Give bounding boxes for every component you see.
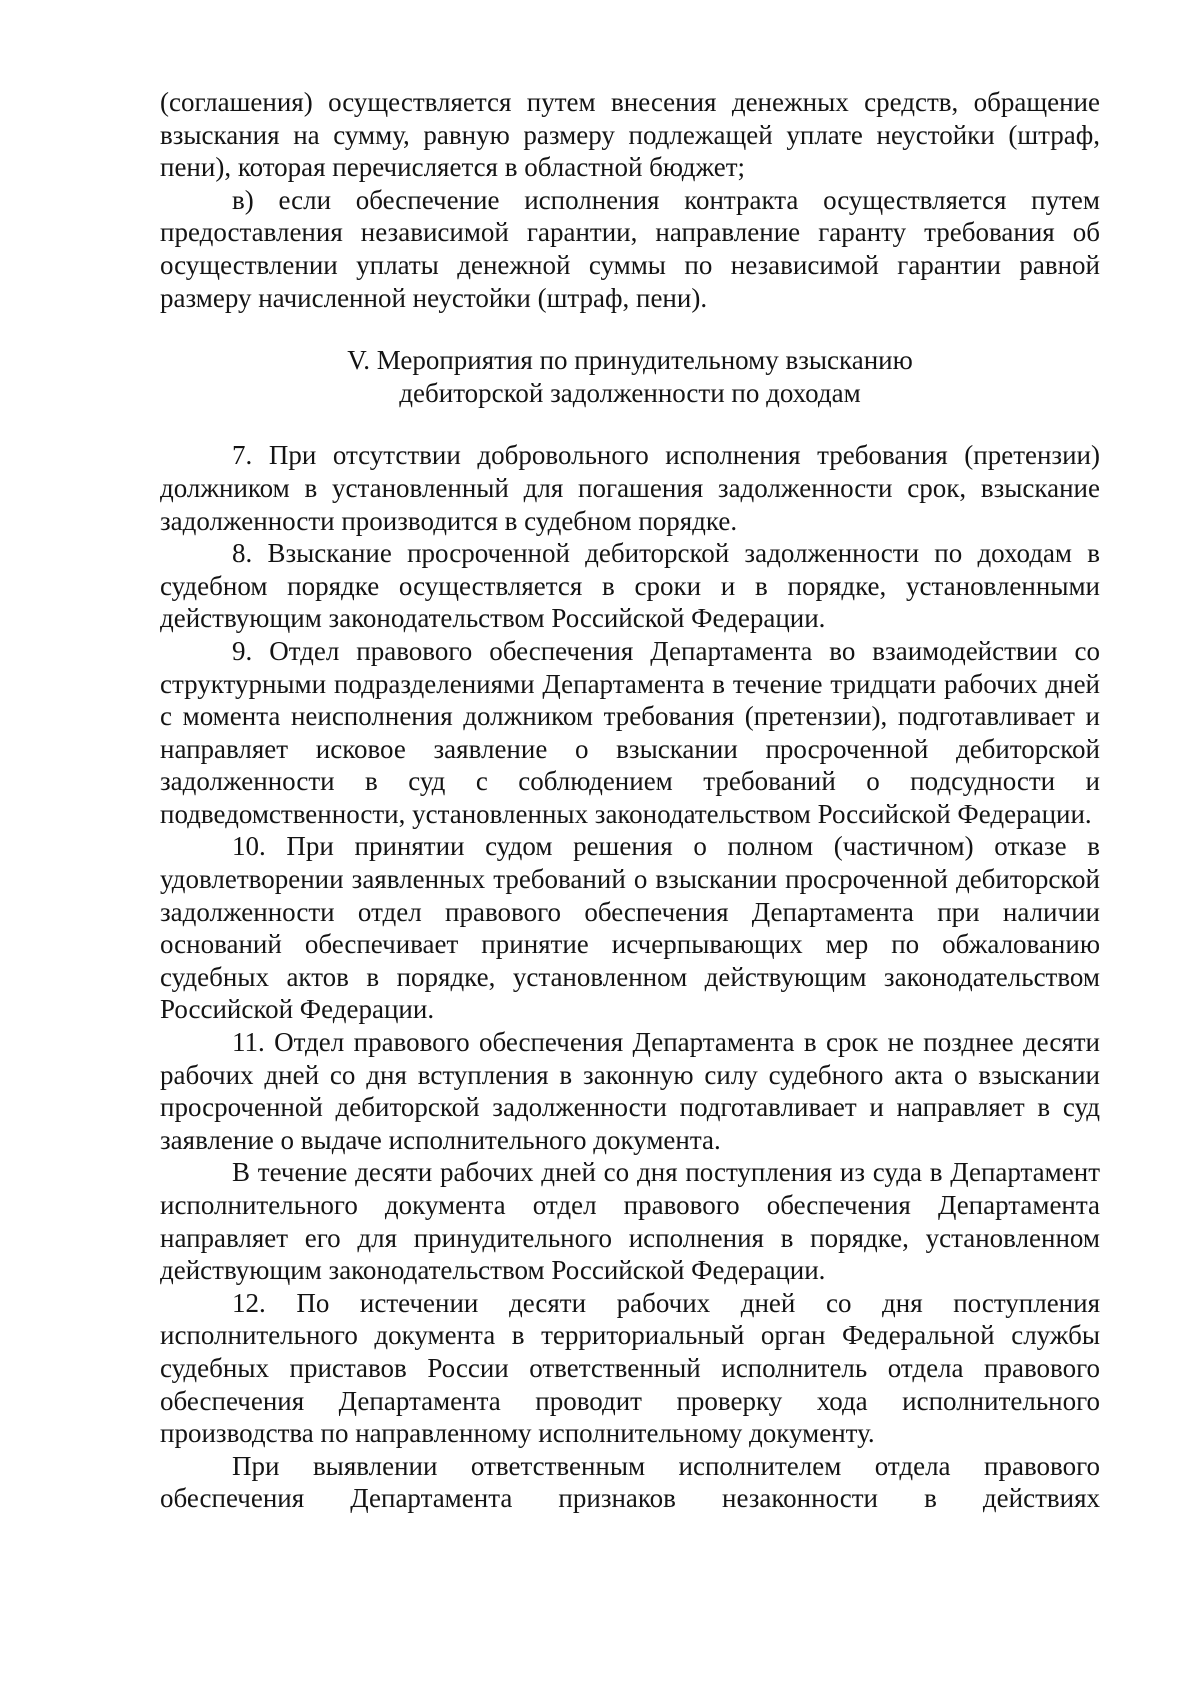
section-heading-line-2: дебиторской задолженности по доходам <box>399 377 861 408</box>
section-heading <box>160 344 1100 409</box>
section-heading-line-1: V. Мероприятия по принудительному взысканию <box>347 345 913 376</box>
paragraph-12-continuation: При выявлении ответственным исполнителем отдела правового обеспечения Департамента признаков незаконности в действиях <box>160 1450 1100 1514</box>
paragraph-10: 10. При принятии судом решения о полном (частичном) отказе в удовлетворении заявленных требований о взыскании просроченной дебиторской задолженности отдел правового обеспечения Департамента при наличии оснований обеспечивает принятие исчерпывающих мер по обжалованию судебных актов в порядке, установленном действующим законодательством Российской Федерации. <box>160 831 1100 1025</box>
paragraph-continuation: (соглашения) осуществляется путем внесения денежных средств, обращение взыскания на сумму, равную размеру подлежащей уплате неустойки (штраф, пени), которая перечисляется в областной бюджет; <box>160 87 1100 183</box>
paragraph-7: 7. При отсутствии добровольного исполнения требования (претензии) должником в установленный для погашения задолженности срок, взыскание задолженности производится в судебном порядке. <box>160 440 1100 536</box>
document-body <box>160 86 1100 1515</box>
paragraph-8: 8. Взыскание просроченной дебиторской задолженности по доходам в судебном порядке осуществляется в сроки и в порядке, установленными действующим законодательством Российской Федерации. <box>160 538 1100 634</box>
paragraph-11: 11. Отдел правового обеспечения Департамента в срок не позднее десяти рабочих дней со дня вступления в законную силу судебного акта о взыскании просроченной дебиторской задолженности подготавливает и направляет в суд заявление о выдаче исполнительного документа. <box>160 1027 1100 1155</box>
paragraph-11-continuation: В течение десяти рабочих дней со дня поступления из суда в Департамент исполнительного документа отдел правового обеспечения Департамента направляет его для принудительного исполнения в порядке, установленном действующим законодательством Российской Федерации. <box>160 1157 1100 1286</box>
paragraph-12: 12. По истечении десяти рабочих дней со дня поступления исполнительного документа в территориальный орган Федеральной службы судебных приставов России ответственный исполнитель отдела правового обеспечения Департамента проводит проверку хода исполнительного производства по направленному исполнительному документу. <box>160 1287 1100 1449</box>
paragraph-9: 9. Отдел правового обеспечения Департамента во взаимодействии со структурными подразделениями Департамента в течение тридцати рабочих дней с момента неисполнения должником требования (претензии), подготавливает и направляет исковое заявление о взыскании просроченной дебиторской задолженности в суд с соблюдением требований о подсудности и подведомственности, установленных законодательством Российской Федерации. <box>160 635 1100 829</box>
paragraph-item-v: в) если обеспечение исполнения контракта осуществляется путем предоставления независимой гарантии, направление гаранту требования об осуществлении уплаты денежной суммы по независимой гарантии равной размеру начисленной неустойки (штраф, пени). <box>160 184 1100 313</box>
